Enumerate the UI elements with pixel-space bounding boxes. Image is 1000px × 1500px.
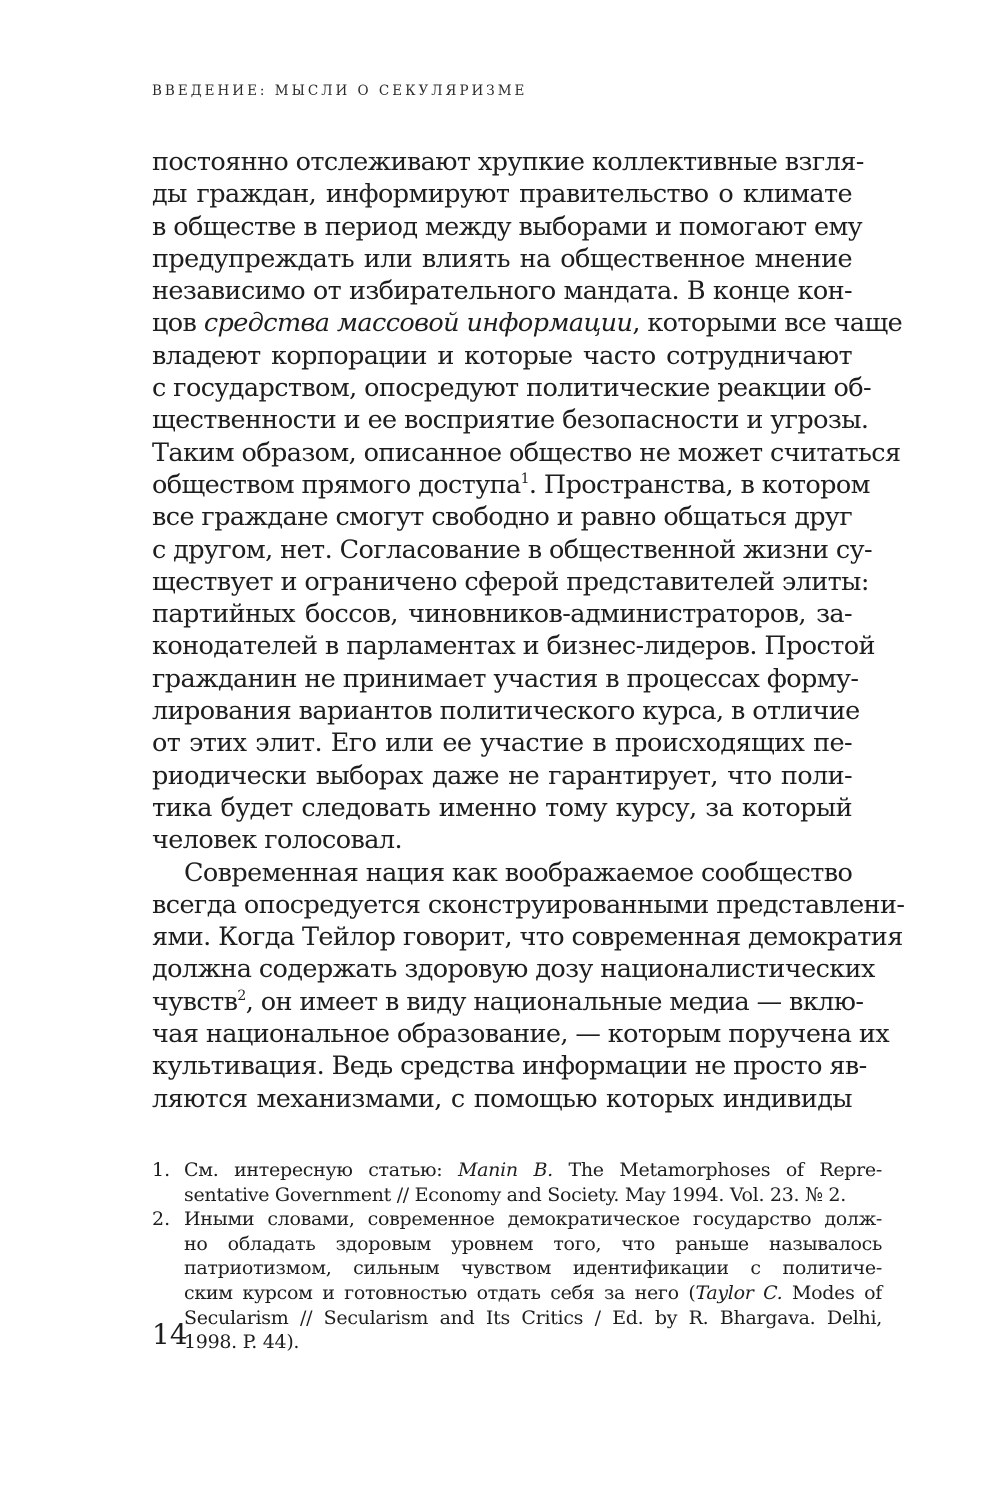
body-text xyxy=(152,146,905,1115)
text-line: ями. Когда Тейлор говорит, что современная демократия xyxy=(152,922,903,953)
text-line: от этих элит. Его или ее участие в происходящих пе- xyxy=(152,728,852,759)
text-fragment: чувств xyxy=(152,986,238,1017)
text-line xyxy=(152,307,903,339)
text-fragment: , которыми все чаще xyxy=(632,308,903,339)
text-fragment: Modes of xyxy=(782,1281,882,1304)
text-line: конодателей в парламентах и бизнес-лидеров. Простой xyxy=(152,631,875,662)
author-name: Taylor C. xyxy=(695,1281,783,1304)
text-fragment: обществом прямого доступа xyxy=(152,469,521,500)
text-line: постоянно отслеживают хрупкие коллективные взгля- xyxy=(152,147,864,177)
footnote-ref[interactable]: 2 xyxy=(237,987,246,1004)
footnote-ref[interactable]: 1 xyxy=(520,470,529,487)
footnote-line xyxy=(184,1158,882,1183)
text-line xyxy=(152,986,864,1018)
text-line: всегда опосредуется сконструированными представлени- xyxy=(152,889,905,920)
emphasis: средства массовой информации xyxy=(203,308,633,339)
text-fragment: , он имеет в виду национальные медиа — вклю- xyxy=(245,986,864,1017)
footnote-line: Secularism // Secularism and Its Critics / Ed. by R. Bhargava. Delhi, xyxy=(184,1306,882,1329)
footnote-line: патриотизмом, сильным чувством идентификации с политиче- xyxy=(184,1257,882,1280)
footnote-line: sentative Government // Economy and Society. May 1994. Vol. 23. № 2. xyxy=(184,1183,846,1206)
text-line: должна содержать здоровую дозу националистических xyxy=(152,954,875,985)
text-line: в обществе в период между выборами и помогают ему xyxy=(152,211,863,242)
footnote-line: но обладать здоровым уровнем того, что раньше называлось xyxy=(184,1232,882,1255)
text-line: Таким образом, описанное общество не может считаться xyxy=(152,437,901,468)
footnote-line: 1998. P. 44). xyxy=(184,1331,300,1354)
text-line: с другом, нет. Согласование в общественной жизни су- xyxy=(152,534,872,565)
text-fragment: См. интересную статью: xyxy=(184,1159,458,1181)
text-line: чая национальное образование, — которым поручена их xyxy=(152,1019,889,1050)
footnote-number: 2. xyxy=(152,1208,171,1231)
text-line: ществует и ограничено сферой представителей элиты: xyxy=(152,566,869,597)
text-line: культивация. Ведь средства информации не просто яв- xyxy=(152,1051,867,1082)
text-fragment: . Пространства, в котором xyxy=(528,469,870,500)
running-head: ВВЕДЕНИЕ: МЫСЛИ О СЕКУЛЯРИЗМЕ xyxy=(152,83,528,99)
page-number: 14 xyxy=(152,1318,188,1351)
footnote-2 xyxy=(152,1207,882,1355)
text-line: лирования вариантов политического курса, в отличие xyxy=(152,696,860,727)
text-fragment: ским курсом и готовностью отдать себя за него ( xyxy=(184,1281,696,1304)
text-line: риодически выборах даже не гарантирует, что поли- xyxy=(152,760,852,791)
text-line: независимо от избирательного мандата. В конце кон- xyxy=(152,276,852,307)
text-line: гражданин не принимает участия в процессах форму- xyxy=(152,663,859,694)
text-line: ляются механизмами, с помощью которых индивиды xyxy=(152,1083,852,1114)
text-line: с государством, опосредуют политические реакции об- xyxy=(152,373,872,404)
text-line xyxy=(152,469,870,501)
text-fragment: цов xyxy=(152,308,204,339)
text-line: предупреждать или влиять на общественное мнение xyxy=(152,243,852,274)
footnotes xyxy=(152,1158,882,1355)
text-line: владеют корпорации и которые часто сотрудничают xyxy=(152,340,852,371)
text-line: все граждане смогут свободно и равно общаться друг xyxy=(152,502,853,533)
text-line: тика будет следовать именно тому курсу, за который xyxy=(152,792,852,823)
text-line: Современная нация как воображаемое сообщество xyxy=(184,857,853,888)
footnote-1 xyxy=(152,1158,882,1207)
footnote-line: Иными словами, современное демократическое государство долж- xyxy=(184,1208,882,1231)
text-line: ды граждан, информируют правительство о климате xyxy=(152,179,852,210)
footnote-line xyxy=(184,1281,882,1306)
text-line: человек голосовал. xyxy=(152,825,402,856)
footnote-number: 1. xyxy=(152,1159,171,1181)
text-line: щественности и ее восприятие безопасности и угрозы. xyxy=(152,405,869,436)
text-line: партийных боссов, чиновников-администраторов, за- xyxy=(152,599,852,630)
author-name: Manin B. xyxy=(458,1159,553,1181)
text-fragment: The Metamorphoses of Repre- xyxy=(552,1159,882,1181)
